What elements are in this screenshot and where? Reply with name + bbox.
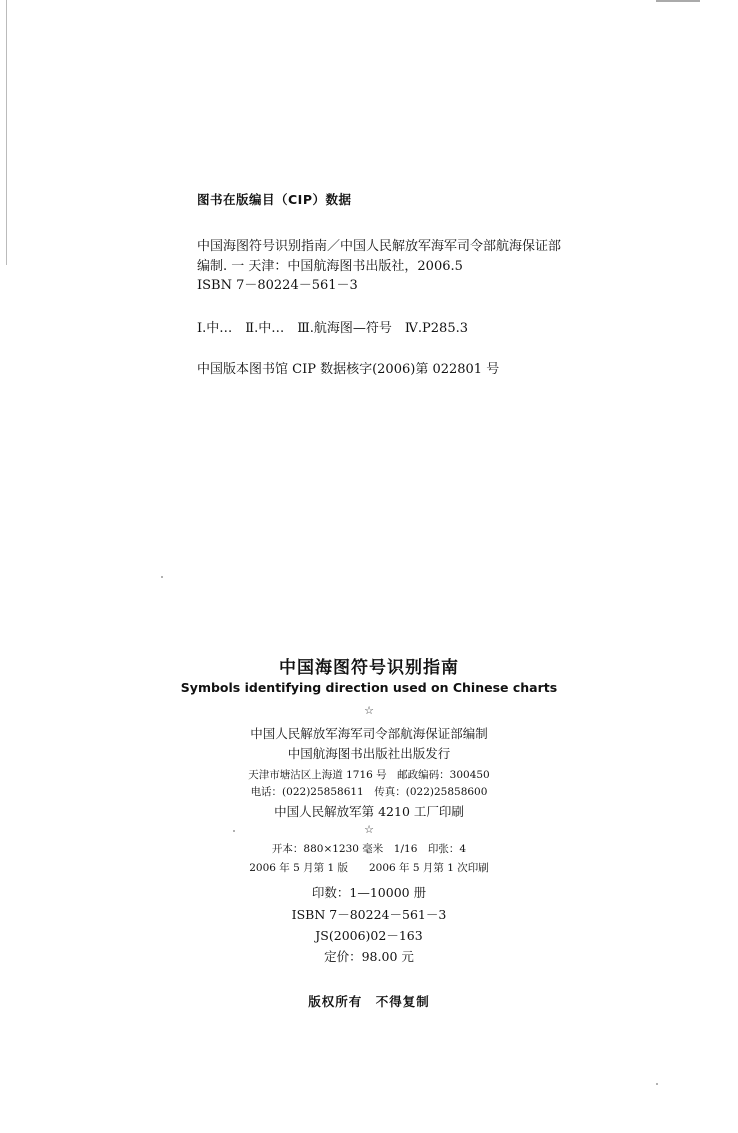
cip-heading: 图书在版编目（CIP）数据 xyxy=(197,192,352,207)
printer: 中国人民解放军第 4210 工厂印刷 xyxy=(274,804,464,819)
star-divider: ☆ xyxy=(364,704,374,717)
print-run: 印数：1—10000 册 xyxy=(311,885,427,900)
scan-speck xyxy=(161,576,163,578)
js-number: JS(2006)02－163 xyxy=(315,928,423,943)
cip-number: 中国版本图书馆 CIP 数据核字(2006)第 022801 号 xyxy=(197,362,500,377)
isbn: ISBN 7－80224－561－3 xyxy=(291,907,447,922)
book-title-en: Symbols identifying direction used on Chinese charts xyxy=(180,680,558,695)
phone-fax: 电话：(022)25858611 传真：(022)25858600 xyxy=(250,786,488,798)
star-divider: ☆ xyxy=(364,823,374,836)
publisher: 中国航海图书出版社出版发行 xyxy=(287,746,451,761)
format-info: 开本：880×1230 毫米 1/16 印张：4 xyxy=(271,843,467,855)
compiler: 中国人民解放军海军司令部航海保证部编制 xyxy=(250,726,488,741)
scan-edge-line xyxy=(6,0,7,265)
publisher-address: 天津市塘沽区上海道 1716 号 邮政编码：300450 xyxy=(248,769,490,781)
book-title-cn: 中国海图符号识别指南 xyxy=(279,658,459,678)
price: 定价：98.00 元 xyxy=(324,949,414,964)
scan-top-mark xyxy=(656,0,700,2)
cip-subjects: Ⅰ.中… Ⅱ.中… Ⅲ.航海图—符号 Ⅳ.P285.3 xyxy=(197,321,468,336)
copyright-notice: 版权所有 不得复制 xyxy=(308,994,430,1009)
scan-speck xyxy=(656,1083,658,1085)
cip-isbn: ISBN 7－80224－561－3 xyxy=(197,278,358,293)
edition-info: 2006 年 5 月第 1 版 2006 年 5 月第 1 次印刷 xyxy=(249,862,489,874)
cip-entry-line-2: 编制. 一 天津：中国航海图书出版社，2006.5 xyxy=(197,259,463,274)
cip-entry-line-1: 中国海图符号识别指南／中国人民解放军海军司令部航海保证部 xyxy=(197,239,562,254)
